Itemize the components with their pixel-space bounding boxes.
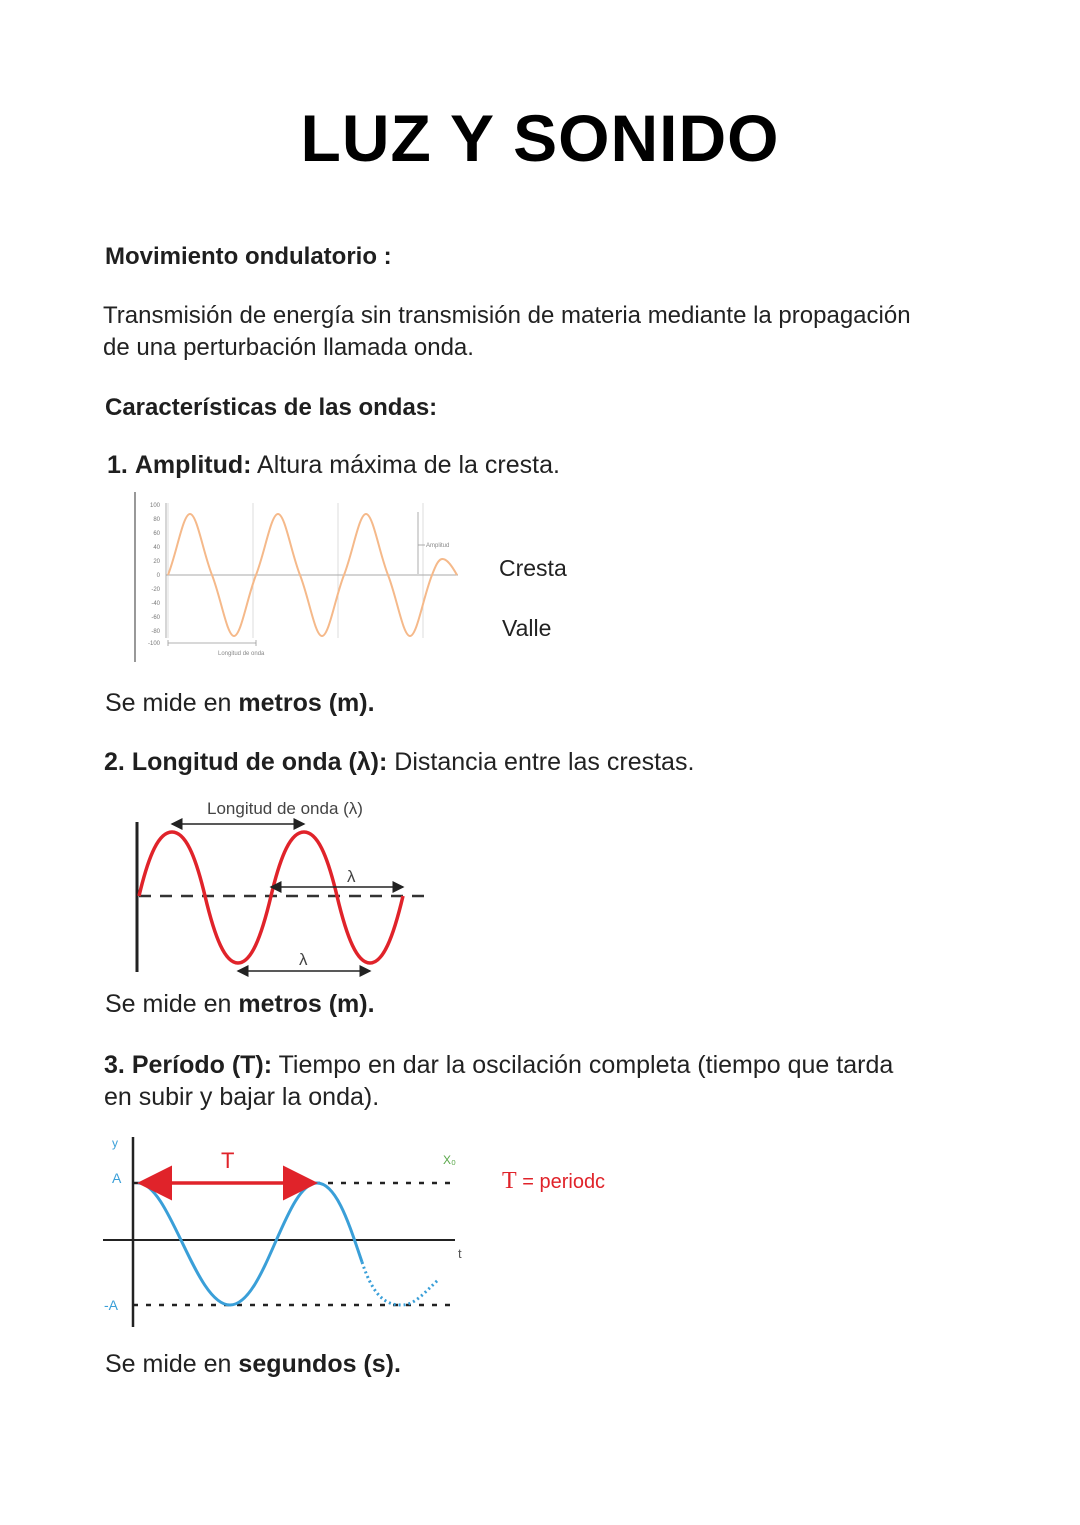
minus-amplitude-label: -A: [104, 1297, 118, 1313]
y-axis-label: y: [112, 1136, 118, 1150]
label-cresta: Cresta: [499, 555, 567, 581]
wavelength-top-label: Longitud de onda (λ): [207, 799, 363, 818]
wavelength-diagram: [125, 792, 445, 982]
y-tick: 80: [153, 517, 160, 523]
unit-value: segundos (s).: [238, 1350, 401, 1378]
definition-longitud: Distancia entre las crestas.: [387, 748, 695, 776]
periodo-line-2: en subir y bajar la onda).: [104, 1083, 380, 1111]
y-tick: 40: [153, 545, 160, 551]
x0-label: X₀: [443, 1153, 456, 1167]
amplitude-annotation: Amplitud: [426, 543, 450, 549]
y-tick: -80: [151, 629, 160, 635]
item-periodo: [104, 1049, 893, 1113]
item-number: 2.: [104, 748, 125, 776]
amplitude-label: A: [112, 1170, 122, 1186]
period-diagram: [100, 1132, 480, 1332]
unit-value: metros (m).: [238, 689, 375, 717]
definition-line-2: de una perturbación llamada onda.: [103, 334, 474, 361]
term-amplitud: Amplitud:: [134, 451, 252, 479]
legend-rest: = periodc: [516, 1171, 606, 1193]
term-longitud: Longitud de onda (λ):: [131, 748, 388, 776]
time-axis-label: t: [458, 1246, 462, 1261]
unit-periodo: [105, 1350, 401, 1379]
y-tick: -40: [151, 601, 160, 607]
blue-wave-dotted: [362, 1262, 438, 1305]
definition-line-1: Transmisión de energía sin transmisión de materia mediante la propagación: [103, 302, 911, 329]
blue-wave: [138, 1183, 362, 1305]
unit-amplitud: [105, 689, 375, 718]
y-tick: 100: [149, 503, 160, 509]
y-tick: 60: [153, 531, 160, 537]
unit-prefix: Se mide en: [105, 990, 239, 1018]
amplitude-chart: [120, 488, 480, 668]
item-number: 1.: [107, 451, 128, 479]
lambda-label-bottom: λ: [299, 950, 308, 969]
definition-periodo-1: Tiempo en dar la oscilación completa (tiempo que tarda: [272, 1051, 894, 1079]
label-valle: Valle: [502, 615, 552, 641]
period-legend: [502, 1168, 605, 1195]
period-T-label: T: [221, 1148, 235, 1173]
item-amplitud: [107, 451, 560, 480]
y-tick: 0: [156, 573, 160, 579]
heading-caracteristicas: Características de las ondas:: [105, 394, 438, 421]
y-tick: -60: [151, 615, 160, 621]
heading-movimiento-ondulatorio: Movimiento ondulatorio :: [105, 243, 392, 270]
unit-longitud: [105, 990, 375, 1019]
definition-amplitud: Altura máxima de la cresta.: [251, 451, 560, 479]
periodo-line-1: [104, 1049, 893, 1081]
y-tick: -100: [147, 641, 160, 647]
lambda-label-middle: λ: [347, 867, 356, 886]
page-title: LUZ Y SONIDO: [300, 101, 780, 175]
wavelength-annotation: Longitud de onda: [218, 651, 265, 657]
legend-T: T: [502, 1168, 517, 1194]
unit-prefix: Se mide en: [105, 1350, 239, 1378]
y-tick: -20: [151, 587, 160, 593]
y-tick: 20: [153, 559, 160, 565]
unit-value: metros (m).: [238, 990, 375, 1018]
definition-paragraph: [103, 300, 1003, 364]
unit-prefix: Se mide en: [105, 689, 239, 717]
item-number: 3.: [104, 1051, 125, 1079]
item-longitud-onda: [104, 748, 694, 777]
red-sine-wave: [139, 832, 403, 963]
term-periodo: Período (T):: [131, 1051, 273, 1079]
